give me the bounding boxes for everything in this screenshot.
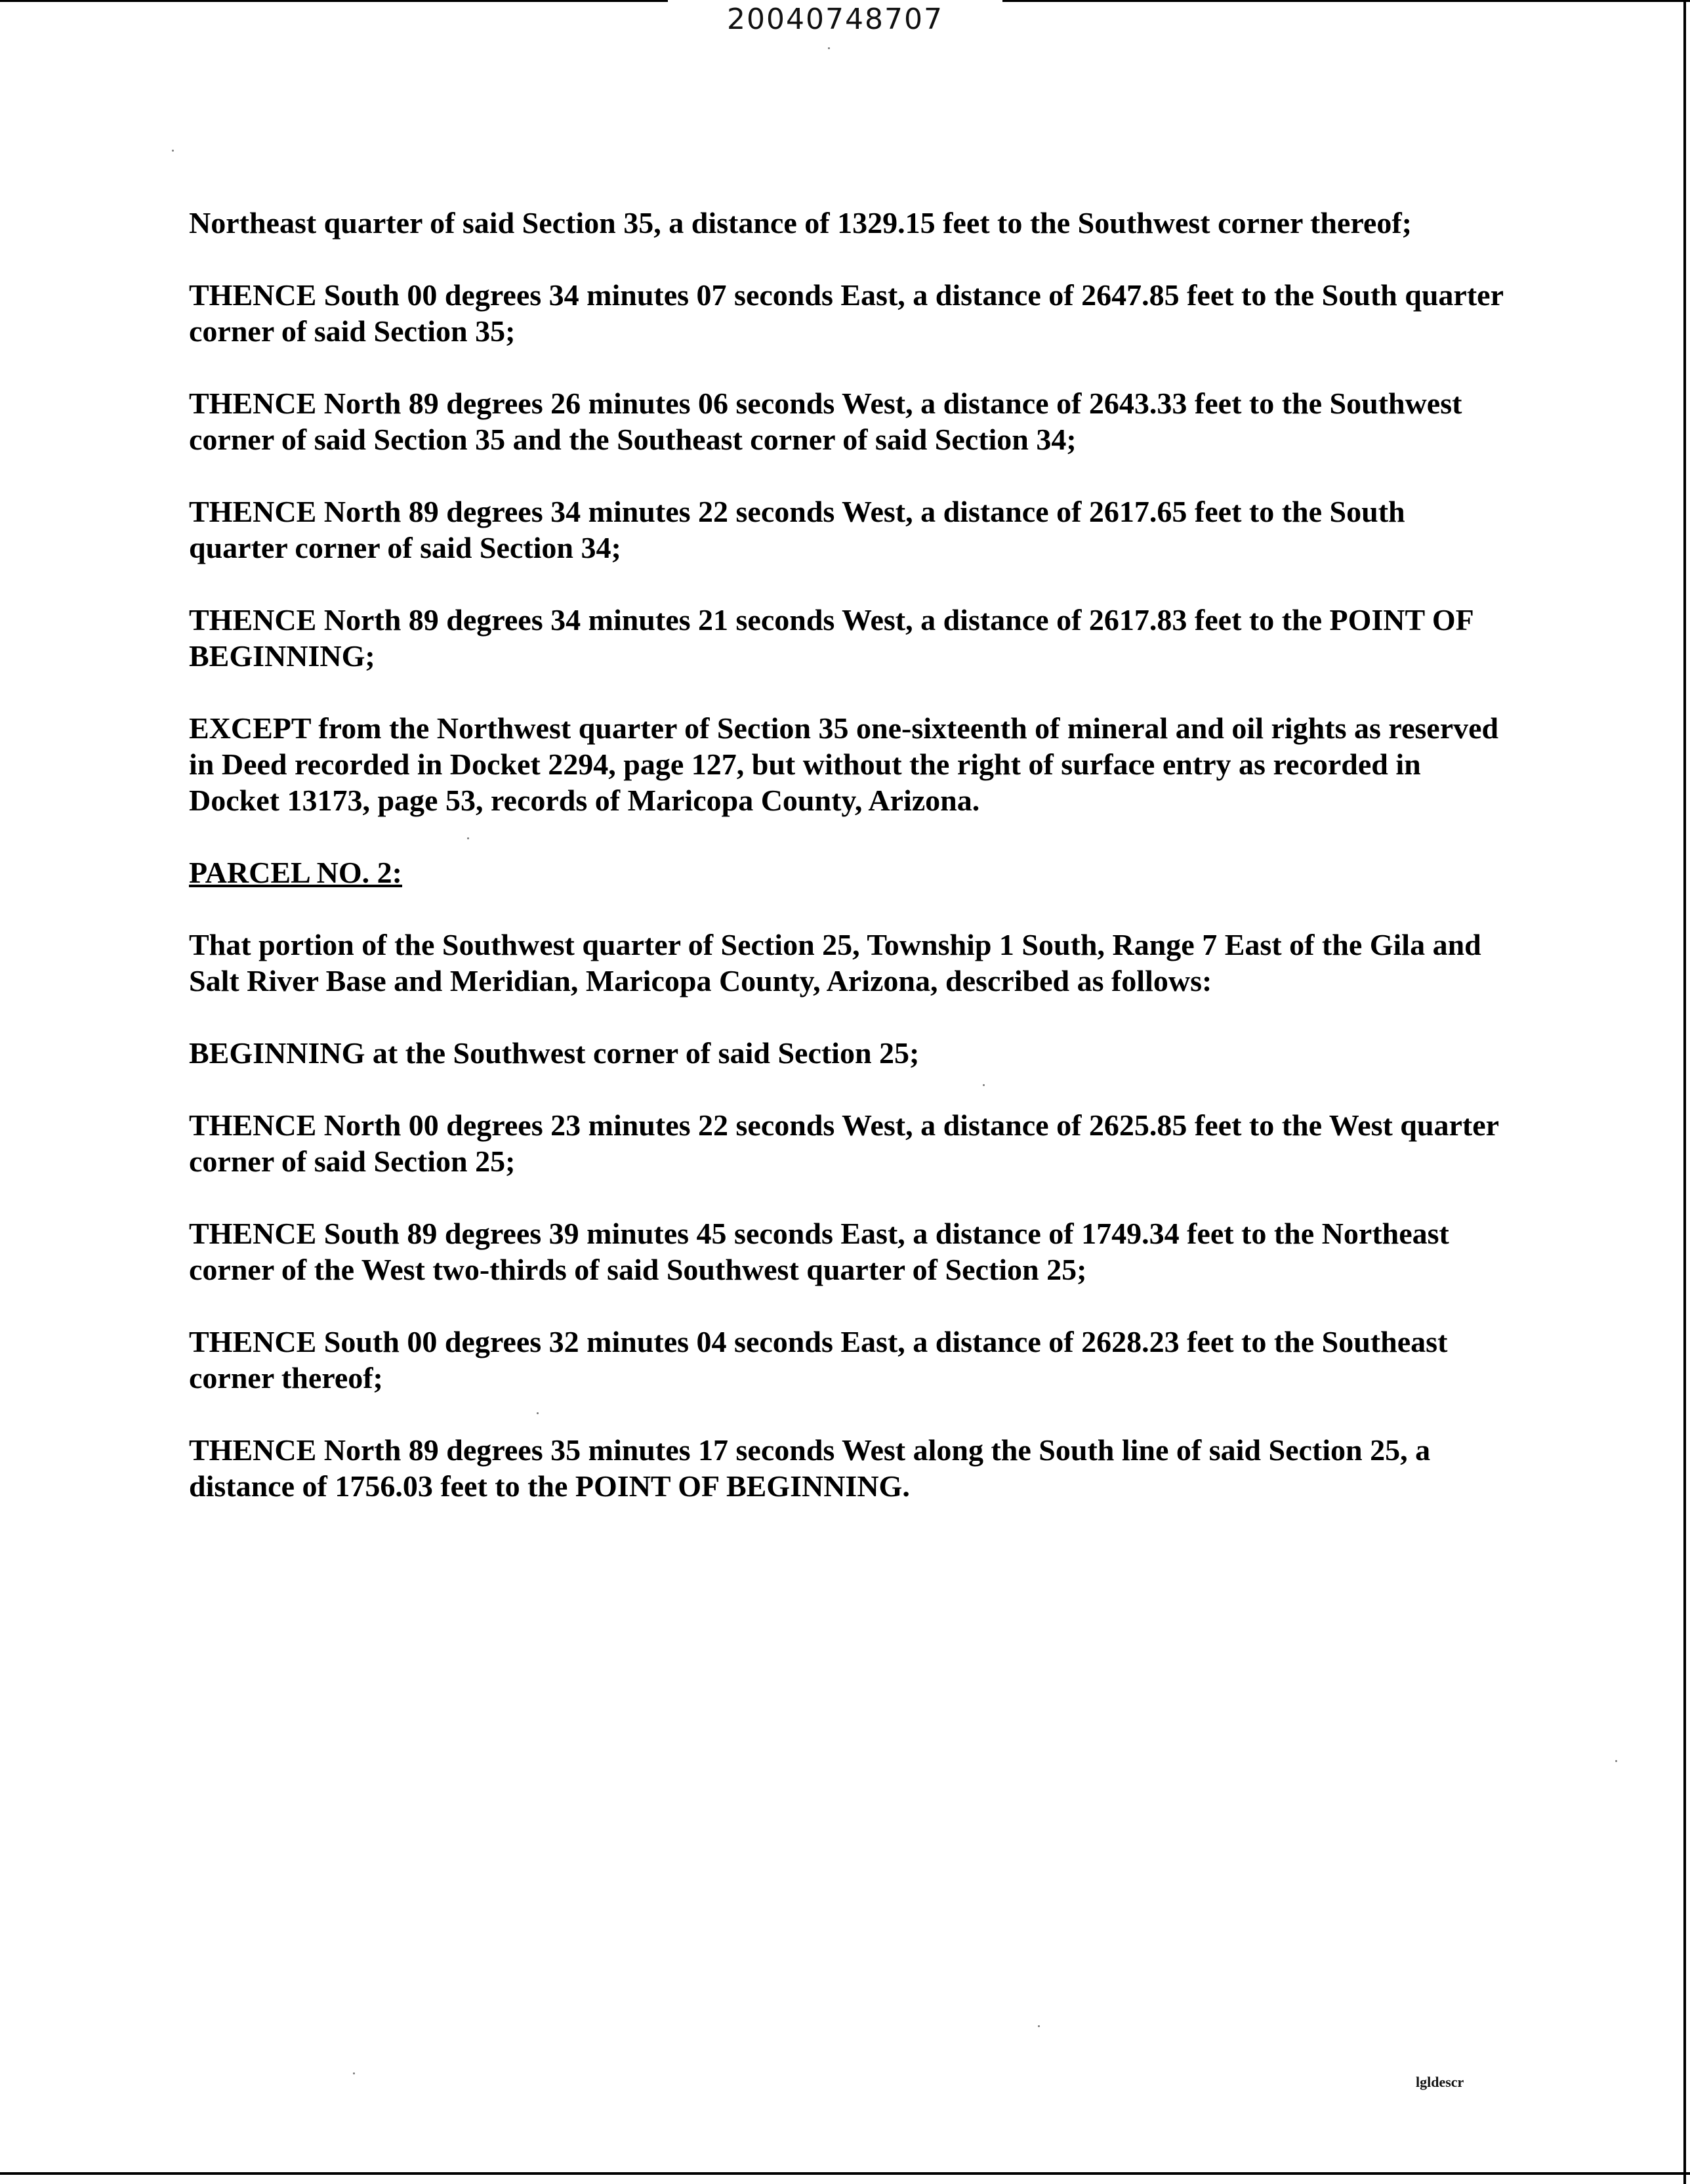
footer-file-code: lgldescr [1416, 2074, 1464, 2090]
scan-speck [467, 837, 469, 839]
scan-bottom-border [0, 2172, 1690, 2175]
paragraph-beginning: BEGINNING at the Southwest corner of said Section 25; [189, 1036, 920, 1070]
top-rule-left [0, 0, 668, 2]
parcel-heading: PARCEL NO. 2: [189, 856, 402, 889]
paragraph-northeast-quarter: Northeast quarter of said Section 35, a distance of 1329.15 feet to the Southwest corner thereof; [189, 206, 1412, 240]
scan-speck [1038, 2025, 1040, 2027]
paragraph-thence-south-00-34: THENCE South 00 degrees 34 minutes 07 seconds East, a distance of 2647.85 feet to the South quarter corner of said Section 35; [189, 278, 1504, 348]
legal-description-body [189, 205, 1508, 1540]
scan-right-border [1683, 0, 1686, 2184]
paragraph-except-mineral-rights: EXCEPT from the Northwest quarter of Section 35 one-sixteenth of mineral and oil rights as reserved in Deed recorded in Docket 2294, page 127, but without the right of surface entry as recorded in Docket 13173, page 53, records of Maricopa County, Arizona. [189, 711, 1499, 817]
paragraph-thence-south-00-32: THENCE South 00 degrees 32 minutes 04 seconds East, a distance of 2628.23 feet to the Southeast corner thereof; [189, 1325, 1448, 1395]
scan-speck [828, 47, 830, 49]
paragraph-thence-north-89-26: THENCE North 89 degrees 26 minutes 06 seconds West, a distance of 2643.33 feet to the Southwest corner of said Section 35 and the Southeast corner of said Section 34; [189, 387, 1462, 456]
top-rule-right [1002, 0, 1690, 2]
paragraph-thence-north-89-34-21: THENCE North 89 degrees 34 minutes 21 seconds West, a distance of 2617.83 feet to the POINT OF BEGINNING; [189, 603, 1474, 673]
scan-speck [537, 1412, 539, 1414]
document-number: 20040748707 [727, 3, 943, 36]
paragraph-thence-north-00-23: THENCE North 00 degrees 23 minutes 22 seconds West, a distance of 2625.85 feet to the West quarter corner of said Section 25; [189, 1108, 1499, 1178]
scan-speck [172, 150, 174, 152]
scan-speck [983, 1084, 985, 1086]
paragraph-thence-north-89-34-22: THENCE North 89 degrees 34 minutes 22 seconds West, a distance of 2617.65 feet to the South quarter corner of said Section 34; [189, 495, 1405, 564]
paragraph-thence-south-89-39: THENCE South 89 degrees 39 minutes 45 seconds East, a distance of 1749.34 feet to the Northeast corner of the West two-thirds of said Southwest quarter of Section 25; [189, 1217, 1449, 1286]
paragraph-thence-north-89-35: THENCE North 89 degrees 35 minutes 17 seconds West along the South line of said Section 25, a distance of 1756.03 feet to the POINT OF BEGINNING. [189, 1433, 1431, 1503]
scan-speck [353, 2072, 355, 2074]
paragraph-portion-southwest-quarter: That portion of the Southwest quarter of Section 25, Township 1 South, Range 7 East of the Gila and Salt River Base and Meridian, Maricopa County, Arizona, described as follows: [189, 928, 1481, 998]
scan-speck [1615, 1760, 1617, 1762]
